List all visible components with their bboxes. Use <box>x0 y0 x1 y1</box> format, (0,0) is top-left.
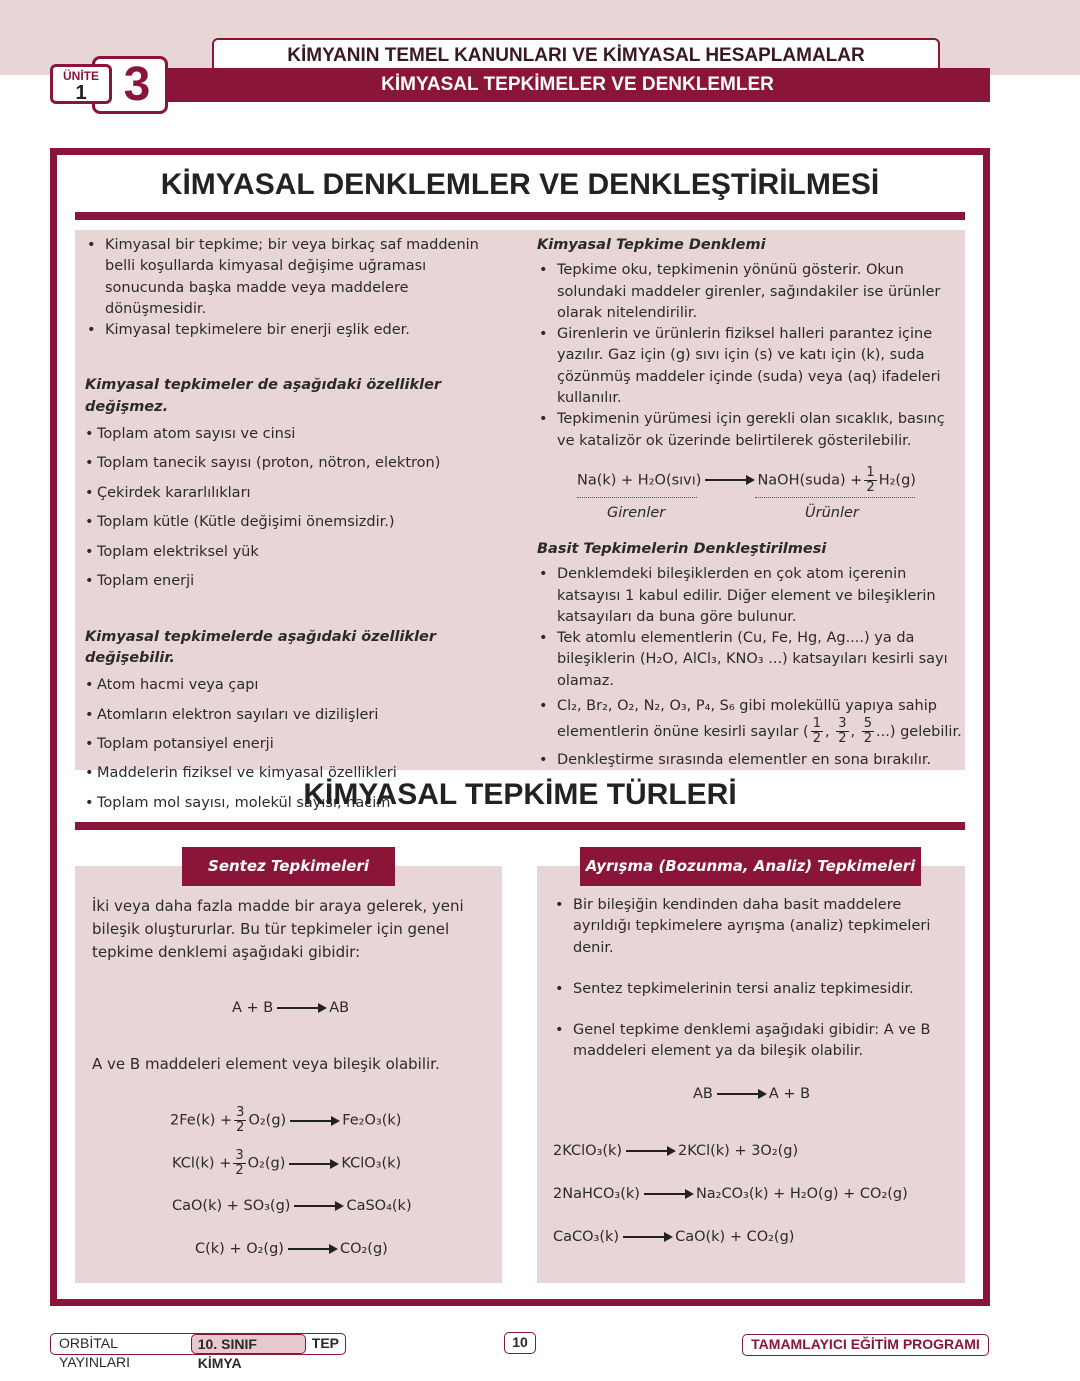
intro-item: • Kimyasal bir tepkime; bir veya birkaç saf maddenin belli koşullarda kimyasal değişime uğraması sonucunda başka madde veya maddelere dönüşmesidir. <box>85 235 505 320</box>
synthesis-text: İki veya daha fazla madde bir araya gelerek, yeni bileşik oluştururlar. Bu tür tepkimeler için genel tepkime denklemi aşağıdaki gibidir: <box>92 897 464 961</box>
synthesis-example: CaO(k) + SO₃(g) CaSO₄(k) <box>172 1198 412 1214</box>
synthesis-example: KCl(k) + $\frac{3}{2}$ O₂(g) KClO₃(k) <box>172 1148 402 1178</box>
example-equation <box>577 466 957 495</box>
arrow-icon <box>290 1120 338 1122</box>
header-subtitle: KİMYASAL TEPKİMELER VE DENKLEMLER <box>165 68 990 102</box>
page-number: 10 <box>504 1332 536 1354</box>
arrow-icon <box>294 1205 342 1207</box>
decomposition-label: Ayrışma (Bozunma, Analiz) Tepkimeleri <box>580 847 921 886</box>
footer-program: TAMAMLAYICI EĞİTİM PROGRAMI <box>742 1334 989 1356</box>
decomposition-general: AB A + B <box>693 1086 811 1102</box>
synthesis-label: Sentez Tepkimeleri <box>182 847 395 886</box>
section-title: KİMYASAL DENKLEMLER VE DENKLEŞTİRİLMESİ <box>160 168 880 201</box>
unit-number: 1 <box>75 82 87 104</box>
decomposition-item: • Genel tepkime denklemi aşağıdaki gibidir: A ve B maddeleri element ya da bileşik olabilir. <box>553 1020 953 1063</box>
header-main-title: KİMYANIN TEMEL KANUNLARI VE KİMYASAL HESAPLAMALAR <box>212 38 940 72</box>
changed-item: • Maddelerin fiziksel ve kimyasal özellikleri <box>85 759 505 788</box>
unchanged-heading: Kimyasal tepkimeler de aşağıdaki özellikler değişmez. <box>85 377 442 415</box>
balancing-item: • Denkleştirme sırasında elementler en sona bırakılır. <box>537 750 957 771</box>
arrow-icon <box>705 479 753 481</box>
changed-item: • Atom hacmi veya çapı <box>85 671 505 700</box>
unchanged-item: • Çekirdek kararlılıkları <box>85 479 505 508</box>
course-name: 10. SINIF KİMYA <box>191 1334 306 1354</box>
footer-publisher <box>50 1333 346 1371</box>
intro-item: • Kimyasal tepkimelere bir enerji eşlik eder. <box>85 320 505 341</box>
decomposition-list <box>553 895 953 1063</box>
arrow-icon <box>288 1248 336 1250</box>
section-title: KİMYASAL TEPKİME TÜRLERİ <box>303 778 737 811</box>
title-rule <box>75 212 965 220</box>
unchanged-item: • Toplam tanecik sayısı (proton, nötron, elektron) <box>85 449 505 478</box>
synthesis-example: C(k) + O₂(g) CO₂(g) <box>195 1241 388 1257</box>
decomposition-item: • Sentez tepkimelerinin tersi analiz tepkimesidir. <box>553 979 953 1000</box>
changed-heading: Kimyasal tepkimelerde aşağıdaki özellikler değişebilir. <box>85 628 437 666</box>
publisher-name: ORBİTAL YAYINLARI <box>59 1335 131 1370</box>
changed-item: • Toplam potansiyel enerji <box>85 730 505 759</box>
balancing-heading: Basit Tepkimelerin Denkleştirilmesi <box>537 540 827 557</box>
unchanged-item: • Toplam enerji <box>85 567 505 596</box>
balancing-item: • Tek atomlu elementlerin (Cu, Fe, Hg, Ag....) ya da bileşiklerin (H₂O, AlCl₃, KNO₃ ...) katsayıları kesirli sayı olamaz. <box>537 628 957 692</box>
unchanged-item: • Toplam elektriksel yük <box>85 538 505 567</box>
arrow-icon <box>626 1150 674 1152</box>
unit-badge <box>50 64 112 104</box>
balancing-item: • Cl₂, Br₂, O₂, N₂, O₃, P₄, S₆ gibi moleküllü yapıya sahip elementlerin önüne kesirli sayılar ( $\frac{1}{2}$ , $\frac{3}{2}$ , $\frac{5}{2}$ ...) gelebilir. <box>537 696 957 746</box>
unit-label: ÜNİTE <box>63 69 99 83</box>
balancing-item: • Denklemdeki bileşiklerden en çok atom içerenin katsayısı 1 kabul edilir. Diğer element ve bileşiklerin katsayıları da buna göre bulunur. <box>537 564 957 628</box>
unchanged-item: • Toplam atom sayısı ve cinsi <box>85 420 505 449</box>
synthesis-note: A ve B maddeleri element veya bileşik olabilir. <box>92 1055 440 1073</box>
products-formula: NaOH(suda) + <box>757 472 863 489</box>
left-column <box>85 235 505 818</box>
decomposition-example: CaCO₃(k) CaO(k) + CO₂(g) <box>553 1229 795 1245</box>
fraction: $\frac{1}{2}$ <box>866 464 875 495</box>
decomposition-example: 2NaHCO₃(k) Na₂CO₃(k) + H₂O(g) + CO₂(g) <box>553 1186 908 1202</box>
equation-labels <box>537 497 957 523</box>
arrow-icon <box>289 1163 337 1165</box>
equation-item: • Tepkimenin yürümesi için gerekli olan sıcaklık, basınç ve katalizör ok üzerinde belirtilerek gösterilebilir. <box>537 409 957 452</box>
changed-item: • Toplam mol sayısı, molekül sayısı, hacim <box>85 789 505 818</box>
chapter-number: 3 <box>92 56 168 114</box>
equation-heading: Kimyasal Tepkime Denklemi <box>537 237 766 253</box>
synthesis-example: 2Fe(k) + $\frac{3}{2}$ O₂(g) Fe₂O₃(k) <box>170 1105 402 1135</box>
tep-label: TEP <box>311 1335 339 1351</box>
products-tail: H₂(g) <box>878 472 916 489</box>
unchanged-item: • Toplam kütle (Kütle değişimi önemsizdir.) <box>85 508 505 537</box>
changed-item: • Atomların elektron sayıları ve dizilişleri <box>85 701 505 730</box>
reactants-formula: Na(k) + H₂O(sıvı) <box>577 472 702 489</box>
title-rule <box>75 822 965 830</box>
decomposition-item: • Bir bileşiğin kendinden daha basit maddelere ayrıldığı tepkimelere ayrışma (analiz) tepkimeleri denir. <box>553 895 953 959</box>
reactants-label: Girenler <box>607 504 666 521</box>
products-label: Ürünler <box>805 504 859 521</box>
arrow-icon <box>644 1193 692 1195</box>
decomposition-example: 2KClO₃(k) 2KCl(k) + 3O₂(g) <box>553 1143 799 1159</box>
equation-item: • Tepkime oku, tepkimenin yönünü gösterir. Okun solundaki maddeler girenler, sağındakiler ise ürünler olarak nitelendirilir. <box>537 260 957 324</box>
synthesis-general: A + B AB <box>232 1000 350 1016</box>
equation-item: • Girenlerin ve ürünlerin fiziksel halleri parantez içine yazılır. Gaz için (g) sıvı için (s) ve katı için (k), suda çözünmüş maddeler içinde (suda) veya (aq) ifadeleri kullanılır. <box>537 324 957 409</box>
arrow-icon <box>623 1236 671 1238</box>
arrow-icon <box>717 1093 765 1095</box>
arrow-icon <box>277 1007 325 1009</box>
right-column <box>537 235 962 772</box>
